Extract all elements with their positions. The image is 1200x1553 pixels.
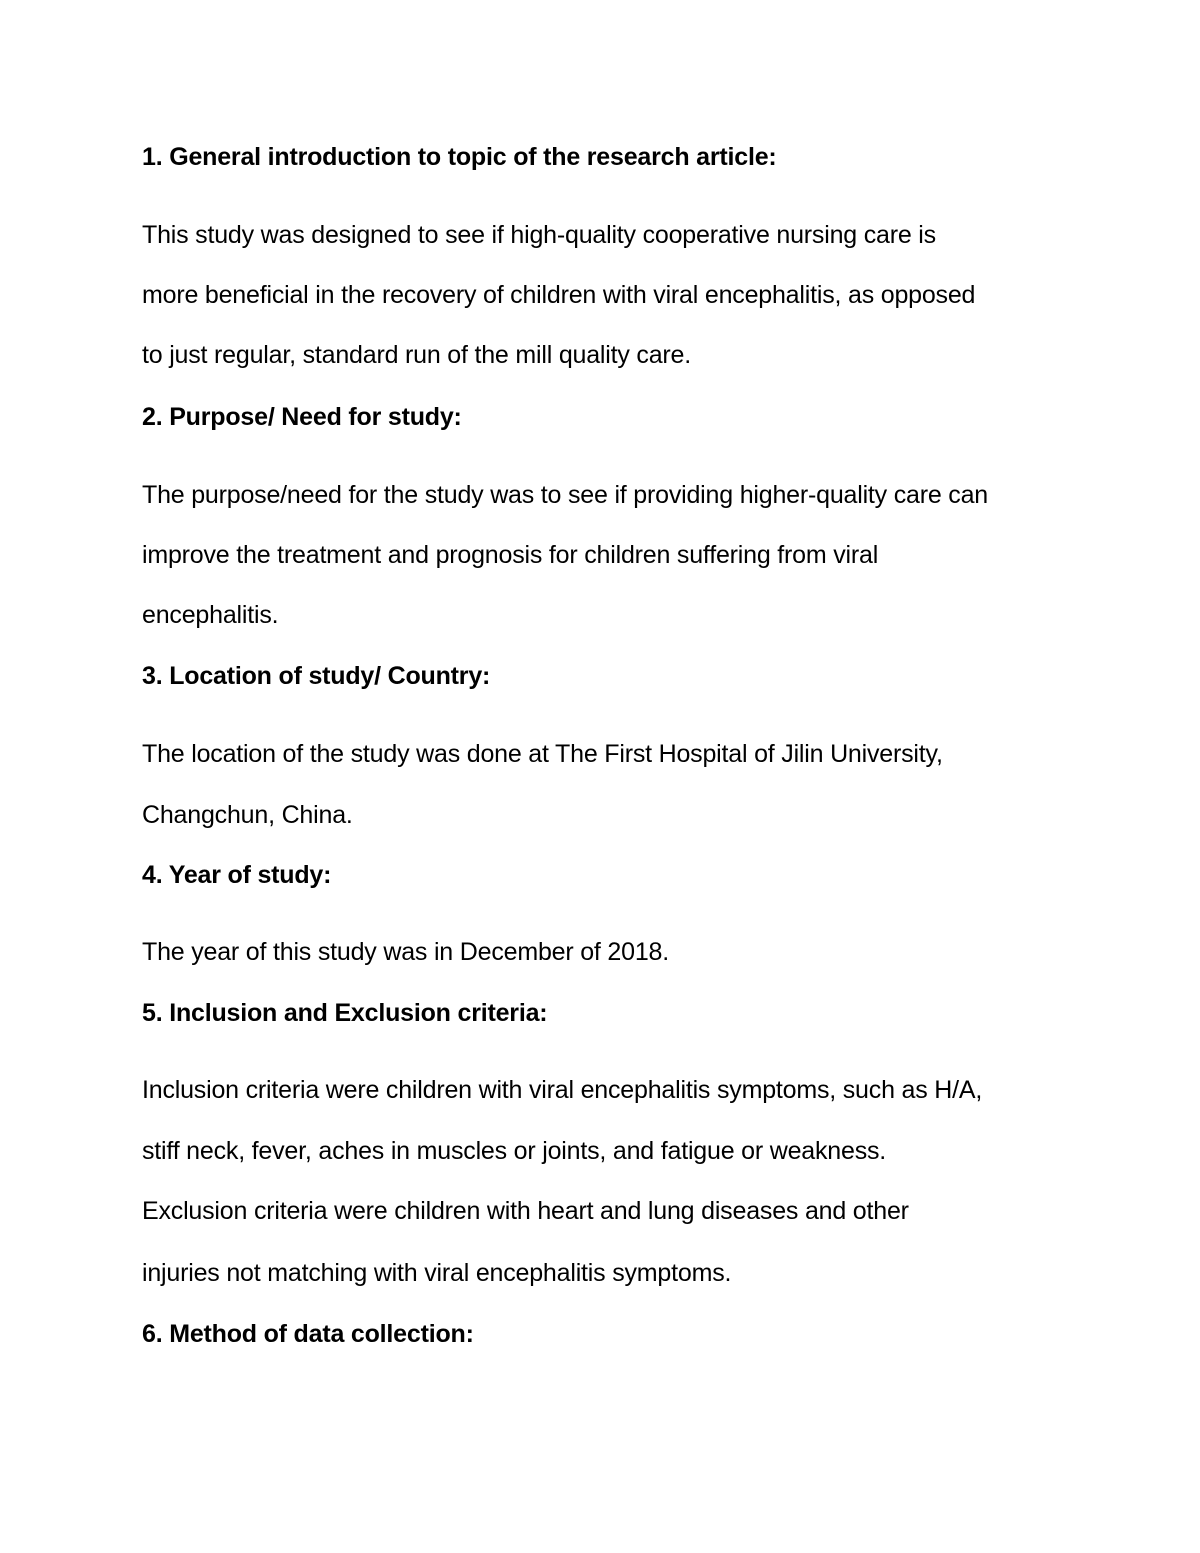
section-5-text-line-4: injuries not matching with viral encephalitis symptoms. — [142, 1259, 732, 1287]
section-5-text-line-2: stiff neck, fever, aches in muscles or joints, and fatigue or weakness. — [142, 1137, 887, 1165]
section-4-heading: 4. Year of study: — [142, 861, 332, 889]
section-4-text-line-1: The year of this study was in December of 2018. — [142, 938, 669, 966]
section-1-text-line-1: This study was designed to see if high-quality cooperative nursing care is — [142, 221, 936, 249]
section-3-heading: 3. Location of study/ Country: — [142, 662, 491, 690]
section-3-text-line-1: The location of the study was done at The First Hospital of Jilin University, — [142, 740, 943, 768]
section-2-text-line-2: improve the treatment and prognosis for children suffering from viral — [142, 541, 879, 569]
section-5-heading: 5. Inclusion and Exclusion criteria: — [142, 999, 548, 1027]
section-5-text-line-3: Exclusion criteria were children with heart and lung diseases and other — [142, 1197, 909, 1225]
section-1-text-line-2: more beneficial in the recovery of children with viral encephalitis, as opposed — [142, 281, 976, 309]
section-3-text-line-2: Changchun, China. — [142, 801, 353, 829]
section-5-text-line-1: Inclusion criteria were children with viral encephalitis symptoms, such as H/A, — [142, 1076, 983, 1104]
section-6-heading: 6. Method of data collection: — [142, 1320, 474, 1348]
section-2-heading: 2. Purpose/ Need for study: — [142, 403, 462, 431]
section-2-text-line-1: The purpose/need for the study was to see if providing higher-quality care can — [142, 481, 989, 509]
section-1-heading: 1. General introduction to topic of the research article: — [142, 143, 777, 171]
section-1-text-line-3: to just regular, standard run of the mill quality care. — [142, 341, 692, 369]
section-2-text-line-3: encephalitis. — [142, 601, 279, 629]
